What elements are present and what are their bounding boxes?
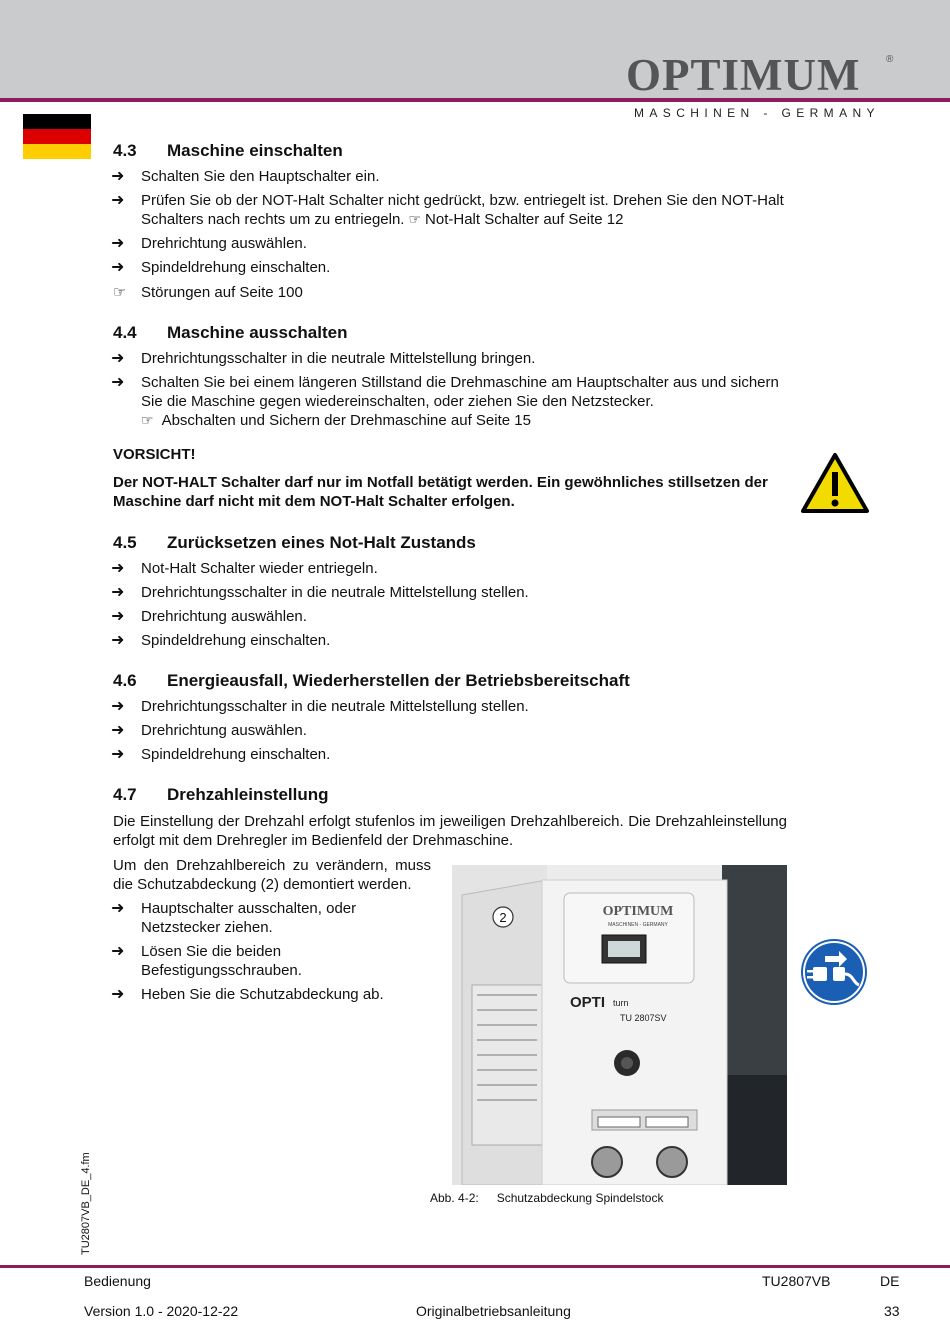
footer-version: Version 1.0 - 2020-12-22: [84, 1303, 239, 1319]
warning-title: VORSICHT!: [113, 446, 196, 463]
arrow-icon: ➜: [111, 698, 125, 715]
list-item: ➜ Drehrichtung auswählen.: [111, 722, 307, 739]
arrow-icon: ➜: [111, 192, 125, 209]
arrow-icon: ➜: [111, 235, 125, 252]
list-item: ➜ Schalten Sie den Hauptschalter ein.: [111, 168, 380, 185]
caption-text: Schutzabdeckung Spindelstock: [496, 1191, 664, 1205]
arrow-icon: ➜: [111, 986, 125, 1003]
logo-registered-mark: ®: [886, 54, 894, 65]
list-item: ➜ Spindeldrehung einschalten.: [111, 746, 331, 763]
page-number: 33: [884, 1303, 900, 1319]
model-brand: OPTI: [570, 994, 606, 1011]
arrow-icon: ➜: [111, 608, 125, 625]
removal-instructions-text: Um den Drehzahlbereich zu verändern, muss die Schutzabdeckung (2) demontiert werden.: [113, 857, 431, 893]
figure-caption: [430, 1191, 663, 1205]
caption-label: Abb. 4-2:: [430, 1191, 479, 1205]
pointing-hand-icon: ☞: [141, 412, 154, 428]
arrow-icon: ➜: [111, 722, 125, 739]
cross-reference: ☞ Störungen auf Seite 100: [113, 284, 303, 301]
section-heading-4-6: 4.6 Energieausfall, Wiederherstellen der Betriebsbereitschaft: [113, 671, 630, 690]
list-item: ➜ Spindeldrehung einschalten.: [111, 259, 331, 276]
model-name: TU 2807SV: [620, 1013, 667, 1023]
pointing-hand-icon: ☞: [408, 211, 422, 227]
file-name-label: TU2807VB_DE_4.fm: [80, 1152, 92, 1255]
list-item: ➜ Lösen Sie die beiden Befestigungsschrauben.: [111, 943, 302, 979]
list-item: ➜ Hauptschalter ausschalten, oder Netzstecker ziehen.: [111, 900, 357, 936]
logo-text: OPTIMUM: [626, 50, 861, 100]
section-heading-4-5: 4.5 Zurücksetzen eines Not-Halt Zustands: [113, 533, 476, 552]
footer-section-name: Bedienung: [84, 1273, 151, 1289]
list-item: ➜ Drehrichtungsschalter in die neutrale Mittelstellung stellen.: [111, 584, 529, 601]
footer-divider: [0, 1265, 950, 1268]
section-heading-4-7: 4.7 Drehzahleinstellung: [113, 785, 329, 804]
arrow-icon: ➜: [111, 584, 125, 601]
footer-document-type: Originalbetriebsanleitung: [416, 1303, 571, 1319]
arrow-icon: ➜: [111, 560, 125, 577]
cross-reference-link: Abschalten und Sichern der Drehmaschine auf Seite 15: [161, 412, 531, 429]
arrow-icon: ➜: [111, 168, 125, 185]
disconnect-plug-icon: [799, 937, 869, 1007]
panel-logo-sub: MASCHINEN - GERMANY: [608, 922, 668, 928]
list-item: ➜ Drehrichtung auswählen.: [111, 235, 307, 252]
left-column: [113, 856, 431, 1004]
list-item: ➜ Schalten Sie bei einem längeren Stillstand die Drehmaschine am Hauptschalter aus und sichern Sie die Maschine gegen wiedereinschalten, oder ziehen Sie den Netzstecker. ☞ Abschalten und Sichern der Drehmaschine auf Seite 15: [111, 374, 779, 429]
list-item: ➜ Drehrichtung auswählen.: [111, 608, 307, 625]
germany-flag-icon: [23, 114, 91, 159]
arrow-icon: ➜: [111, 259, 125, 276]
list-item: ➜ Drehrichtungsschalter in die neutrale Mittelstellung stellen.: [111, 698, 529, 715]
arrow-icon: ➜: [111, 943, 125, 960]
section-heading-4-3: 4.3 Maschine einschalten: [113, 141, 343, 160]
pointing-hand-icon: ☞: [113, 284, 127, 301]
section-heading-4-4: 4.4 Maschine ausschalten: [113, 323, 348, 342]
section-intro-text: Die Einstellung der Drehzahl erfolgt stufenlos im jeweiligen Drehzahlbereich. Die Drehzahleinstellung erfolgt mit dem Drehregler im Bedienfeld der Drehmaschine.: [113, 813, 787, 849]
arrow-icon: ➜: [111, 746, 125, 763]
warning-triangle-icon: [800, 452, 870, 514]
list-item: ➜ Drehrichtungsschalter in die neutrale Mittelstellung bringen.: [111, 350, 536, 367]
arrow-icon: ➜: [111, 374, 125, 391]
list-item: ➜ Prüfen Sie ob der NOT-Halt Schalter nicht gedrückt, bzw. entriegelt ist. Drehen Sie den NOT-Halt Schalters nach rechts um zu entriegeln. ☞ Not-Halt Schalter auf Seite 12: [111, 192, 784, 228]
panel-logo: OPTIMUM: [602, 904, 674, 919]
figure-callout-2: 2: [499, 910, 507, 925]
list-item: ➜ Heben Sie die Schutzabdeckung ab.: [111, 986, 384, 1003]
footer-model: TU2807VB: [762, 1273, 831, 1289]
arrow-icon: ➜: [111, 632, 125, 649]
optimum-logo: [626, 52, 896, 122]
warning-text: Der NOT-HALT Schalter darf nur im Notfall betätigt werden. Ein gewöhnliches stillsetzen der Maschine darf nicht mit dem NOT-Halt Schalter erfolgen.: [113, 474, 768, 510]
headstock-photo: [452, 865, 787, 1185]
list-item: ➜ Not-Halt Schalter wieder entriegeln.: [111, 560, 378, 577]
cross-reference-link: Not-Halt Schalter auf Seite 12: [425, 211, 624, 228]
arrow-icon: ➜: [111, 900, 125, 917]
arrow-icon: ➜: [111, 350, 125, 367]
model-turn: turn: [613, 998, 629, 1008]
list-item: ➜ Spindeldrehung einschalten.: [111, 632, 331, 649]
logo-subtitle: MASCHINEN - GERMANY: [634, 106, 880, 120]
footer-language: DE: [880, 1273, 900, 1289]
